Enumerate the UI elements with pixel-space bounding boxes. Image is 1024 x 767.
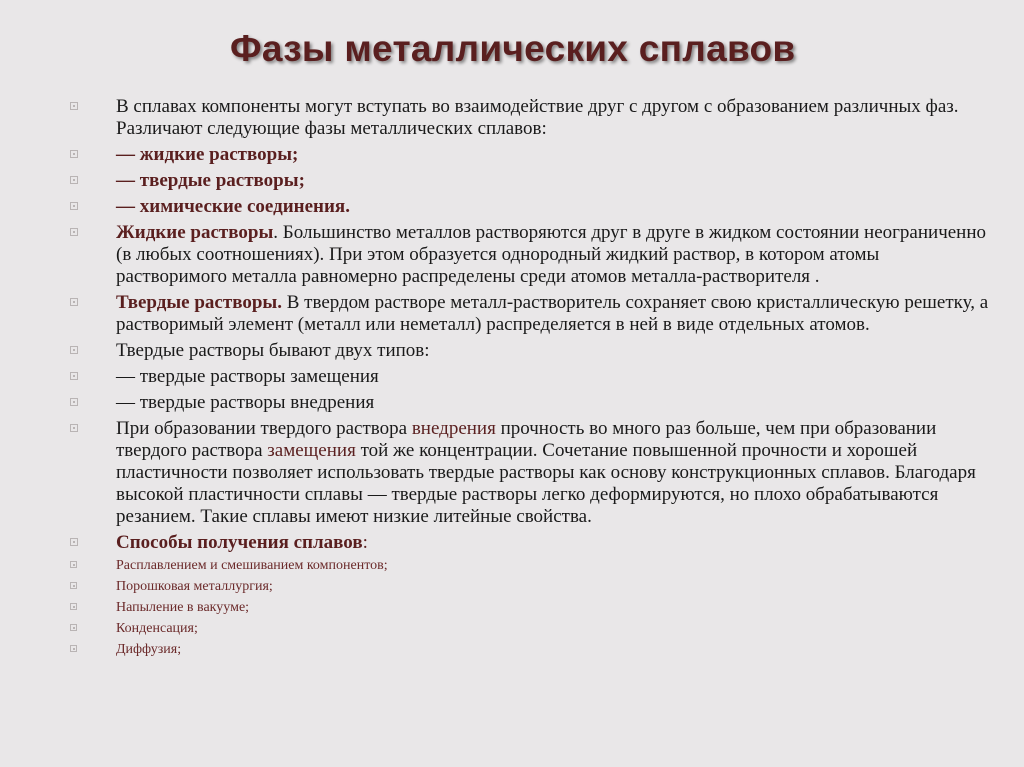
square-bullet-icon bbox=[70, 372, 78, 380]
list-item-interstitial: — твердые растворы внедрения bbox=[70, 392, 990, 414]
square-bullet-icon bbox=[70, 624, 77, 631]
square-bullet-icon bbox=[70, 150, 78, 158]
square-bullet-icon bbox=[70, 582, 77, 589]
list-item-methods-heading: Способы получения сплавов: bbox=[70, 532, 990, 554]
square-bullet-icon bbox=[70, 346, 78, 354]
square-bullet-icon bbox=[70, 424, 78, 432]
square-bullet-icon bbox=[70, 102, 78, 110]
square-bullet-icon bbox=[70, 398, 78, 406]
square-bullet-icon bbox=[70, 176, 78, 184]
slide-title: Фазы металлических сплавов bbox=[230, 28, 796, 69]
method-item: Конденсация; bbox=[70, 620, 990, 638]
method-item: Диффузия; bbox=[70, 641, 990, 659]
square-bullet-icon bbox=[70, 603, 77, 610]
content-list bbox=[70, 96, 990, 662]
method-item: Напыление в вакууме; bbox=[70, 599, 990, 617]
list-item-solid-solutions: Твердые растворы. В твердом растворе металл-растворитель сохраняет свою кристаллическую решетку, а растворимый элемент (металл или неметалл) распределяется в ней в виде отдельных атомов. bbox=[70, 292, 990, 336]
list-item-phase-liquid: — жидкие растворы; bbox=[70, 144, 990, 166]
list-item-strength: При образовании твердого раствора внедрения прочность во много раз больше, чем при образовании твердого раствора замещения той же концентрации. Сочетание повышенной прочности и хорошей пластичности позволяет использовать твердые растворы как основу конструкционных сплавов. Благодаря высокой пластичности сплавы — твердые растворы легко деформируются, но плохо обрабатываются резанием. Такие сплавы имеют низкие литейные свойства. bbox=[70, 418, 990, 528]
list-item-phase-chemical: — химические соединения. bbox=[70, 196, 990, 218]
list-item-liquid-solutions: Жидкие растворы. Большинство металлов растворяются друг в друге в жидком состоянии неограниченно (в любых соотношениях). При этом образуется однородный жидкий раствор, в котором атомы растворимого металла равномерно распределены среди атомов металла-растворителя . bbox=[70, 222, 990, 288]
square-bullet-icon bbox=[70, 645, 77, 652]
square-bullet-icon bbox=[70, 561, 77, 568]
square-bullet-icon bbox=[70, 538, 78, 546]
method-item: Порошковая металлургия; bbox=[70, 578, 990, 596]
list-item-intro: В сплавах компоненты могут вступать во взаимодействие друг с другом с образованием различных фаз. Различают следующие фазы металлических сплавов: bbox=[70, 96, 990, 140]
square-bullet-icon bbox=[70, 298, 78, 306]
square-bullet-icon bbox=[70, 202, 78, 210]
list-item-substitution: — твердые растворы замещения bbox=[70, 366, 990, 388]
list-item-phase-solid: — твердые растворы; bbox=[70, 170, 990, 192]
square-bullet-icon bbox=[70, 228, 78, 236]
list-item-solid-types: Твердые растворы бывают двух типов: bbox=[70, 340, 990, 362]
method-item: Расплавлением и смешиванием компонентов; bbox=[70, 557, 990, 575]
